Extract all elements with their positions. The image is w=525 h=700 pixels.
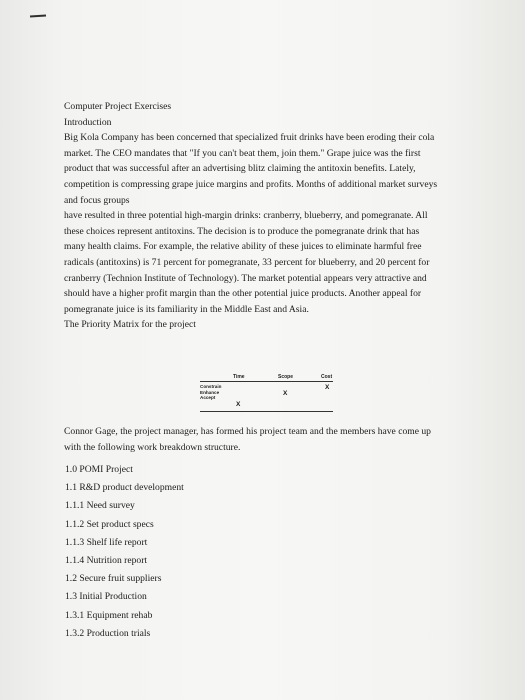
intro-line: pomegranate juice is its familiarity in the Middle East and Asia. — [64, 303, 309, 315]
wbs-list — [65, 461, 265, 643]
intro-line: and focus groups — [64, 194, 130, 206]
document-body — [64, 99, 466, 333]
wbs-item: 1.0 POMI Project — [65, 464, 133, 475]
wbs-item: 1.3.1 Equipment rehab — [65, 609, 153, 621]
wbs-item: 1.1.4 Nutrition report — [65, 555, 148, 567]
intro-line: should have a higher profit margin than the other potential juice products. Another appeal for — [64, 288, 422, 300]
intro-line: market. The CEO mandates that "If you can't beat them, join them." Grape juice was the first — [64, 147, 421, 159]
wbs-item: 1.1.1 Need survey — [65, 500, 135, 512]
matrix-row-enhance: Enhance — [200, 389, 220, 395]
matrix-mark-accept-time: X — [236, 401, 241, 408]
wbs-item: 1.1.3 Shelf life report — [65, 536, 148, 548]
matrix-bottom-rule — [200, 411, 333, 412]
wbs-item: 1.3 Initial Production — [65, 591, 147, 603]
document-title: Computer Project Exercises — [64, 101, 172, 112]
matrix-row-constrain: Constrain — [200, 384, 222, 389]
wbs-intro — [64, 424, 466, 455]
matrix-row-accept: Accept — [200, 395, 216, 400]
intro-line: cranberry (Technion Institute of Technology). The market potential appears very attractive and — [64, 272, 427, 284]
wbs-item: 1.2 Secure fruit suppliers — [65, 573, 162, 585]
matrix-mark-enhance-scope: X — [283, 389, 288, 397]
intro-line: product that was successful after an advertising blitz claiming the antitoxin benefits. Lately, — [64, 163, 416, 175]
wbs-item: 1.3.2 Production trials — [65, 627, 151, 639]
priority-heading: The Priority Matrix for the project — [64, 319, 196, 331]
wbs-intro-line: with the following work breakdown structure. — [64, 441, 241, 453]
section-heading: Introduction — [64, 116, 112, 128]
matrix-mark-constrain-cost: X — [325, 384, 330, 391]
matrix-col-time: Time — [233, 374, 245, 380]
matrix-col-cost: Cost — [321, 374, 333, 380]
wbs-intro-line: Connor Gage, the project manager, has formed his project team and the members have come up — [64, 426, 431, 437]
intro-line: competition is compressing grape juice margins and profits. Months of additional market surveys — [64, 178, 438, 190]
priority-matrix — [200, 374, 333, 415]
intro-line: many health claims. For example, the relative ability of these juices to eliminate harmful free — [64, 241, 422, 253]
wbs-item: 1.1 R&D product development — [65, 482, 184, 494]
matrix-col-scope: Scope — [278, 374, 294, 380]
intro-line: Big Kola Company has been concerned that specialized fruit drinks have been eroding their cola — [64, 132, 435, 144]
intro-line: have resulted in three potential high-margin drinks: cranberry, blueberry, and pomegranate. All — [64, 210, 428, 222]
intro-line: these choices represent antitoxins. The decision is to produce the pomegranate drink that has — [64, 225, 420, 237]
wbs-item: 1.1.2 Set product specs — [65, 518, 154, 530]
matrix-top-rule — [200, 381, 333, 382]
intro-line: radicals (antitoxins) is 71 percent for pomegranate, 33 percent for blueberry, and 20 percent for — [64, 256, 430, 268]
